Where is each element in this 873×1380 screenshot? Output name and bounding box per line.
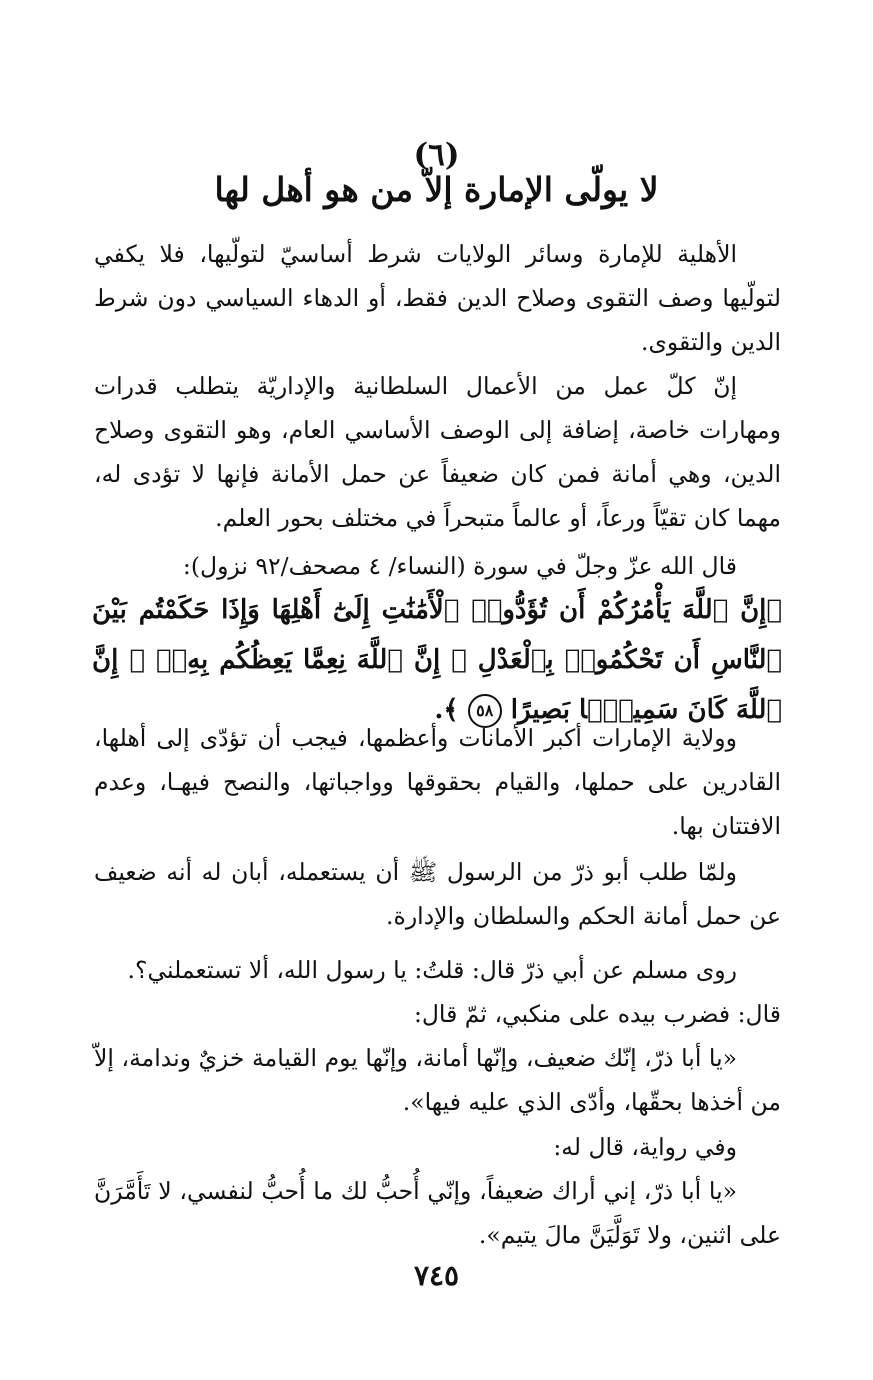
variant-line-intro: وفي رواية، قال له: xyxy=(553,1133,737,1161)
quran-verse xyxy=(92,585,782,735)
page-number: ٧٤٥ xyxy=(413,1259,460,1292)
chapter-title: لا يولّى الإمارة إلاّ من هو أهل لها xyxy=(214,170,659,209)
hadith-line-narration: روى مسلم عن أبي ذرّ قال: قلتُ: يا رسول الله، ألا تستعملني؟. xyxy=(127,956,737,984)
quran-verse-text: ﴿إِنَّ ٱللَّهَ يَأْمُرُكُمْ أَن تُؤَدُّوا۟ ٱلْأَمَٰنَٰتِ إِلَىٰٓ أَهْلِهَا وَإِذَا حَكَمْتُم بَيْنَ ٱلنَّاسِ أَن تَحْكُمُوا۟ بِٱلْعَدْلِ ۚ إِنَّ ٱللَّهَ نِعِمَّا يَعِظُكُم بِهِۦٓ ۗ إِنَّ ٱللَّهَ كَانَ سَمِيعًۢا بَصِيرًا xyxy=(92,595,782,725)
paragraph-eligibility: الأهلية للإمارة وسائر الولايات شرط أساسيّ لتولّيها، فلا يكفي لتولّيها وصف التقوى وصلاح الدين فقط، أو الدهاء السياسي دون شرط الدين والتقوى. xyxy=(94,240,781,356)
chapter-number: (٦) xyxy=(413,137,460,173)
paragraph-hadith-muslim xyxy=(94,948,781,1124)
quran-verse-close: ﴾. xyxy=(434,695,459,725)
hadith-line-gesture: قال: فضرب بيده على منكبي، ثمّ قال: xyxy=(413,1000,781,1028)
hadith-line-quote: «يا أبا ذرّ، إنّك ضعيف، وإنّها أمانة، وإنّها يوم القيامة خزيٌ وندامة، إلاّ من أخذها بحقّها، وأدّى الذي عليه فيها». xyxy=(94,1044,781,1116)
variant-line-quote: «يا أبا ذرّ، إني أراك ضعيفاً، وإنّي أُحبُّ لك ما أُحبُّ لنفسي، لا تَأَمَّرَنَّ على اثنين، ولا تَوَلَّيَنَّ مالَ يتيم». xyxy=(94,1177,781,1249)
paragraph-hadith-variant xyxy=(94,1125,781,1257)
ayah-number-marker: ٥٨ xyxy=(468,694,502,728)
paragraph-quran-intro: قال الله عزّ وجلّ في سورة (النساء/ ٤ مصحف/٩٢ نزول): xyxy=(182,552,737,580)
paragraph-abu-dharr: ولمّا طلب أبو ذرّ من الرسول ﷺ أن يستعمله، أبان له أنه ضعيف عن حمل أمانة الحكم والسلطان والإدارة. xyxy=(94,858,781,930)
paragraph-skills: إنّ كلّ عمل من الأعمال السلطانية والإداريّة يتطلب قدرات ومهارات خاصة، إضافة إلى الوصف الأساسي العام، وهو التقوى وصلاح الدين، وهي أمانة فمن كان ضعيفاً عن حمل الأمانة فإنها لا تؤدى له، مهما كان تقيّاً ورعاً، أو عالماً متبحراً في مختلف بحور العلم. xyxy=(94,372,781,532)
paragraph-trust: وولاية الإمارات أكبر الأمانات وأعظمها، فيجب أن تؤدّى إلى أهلها، القادرين على حملها، والقيام بحقوقها وواجباتها، والنصح فيهـا، وعدم الافتتان بها. xyxy=(94,724,781,840)
